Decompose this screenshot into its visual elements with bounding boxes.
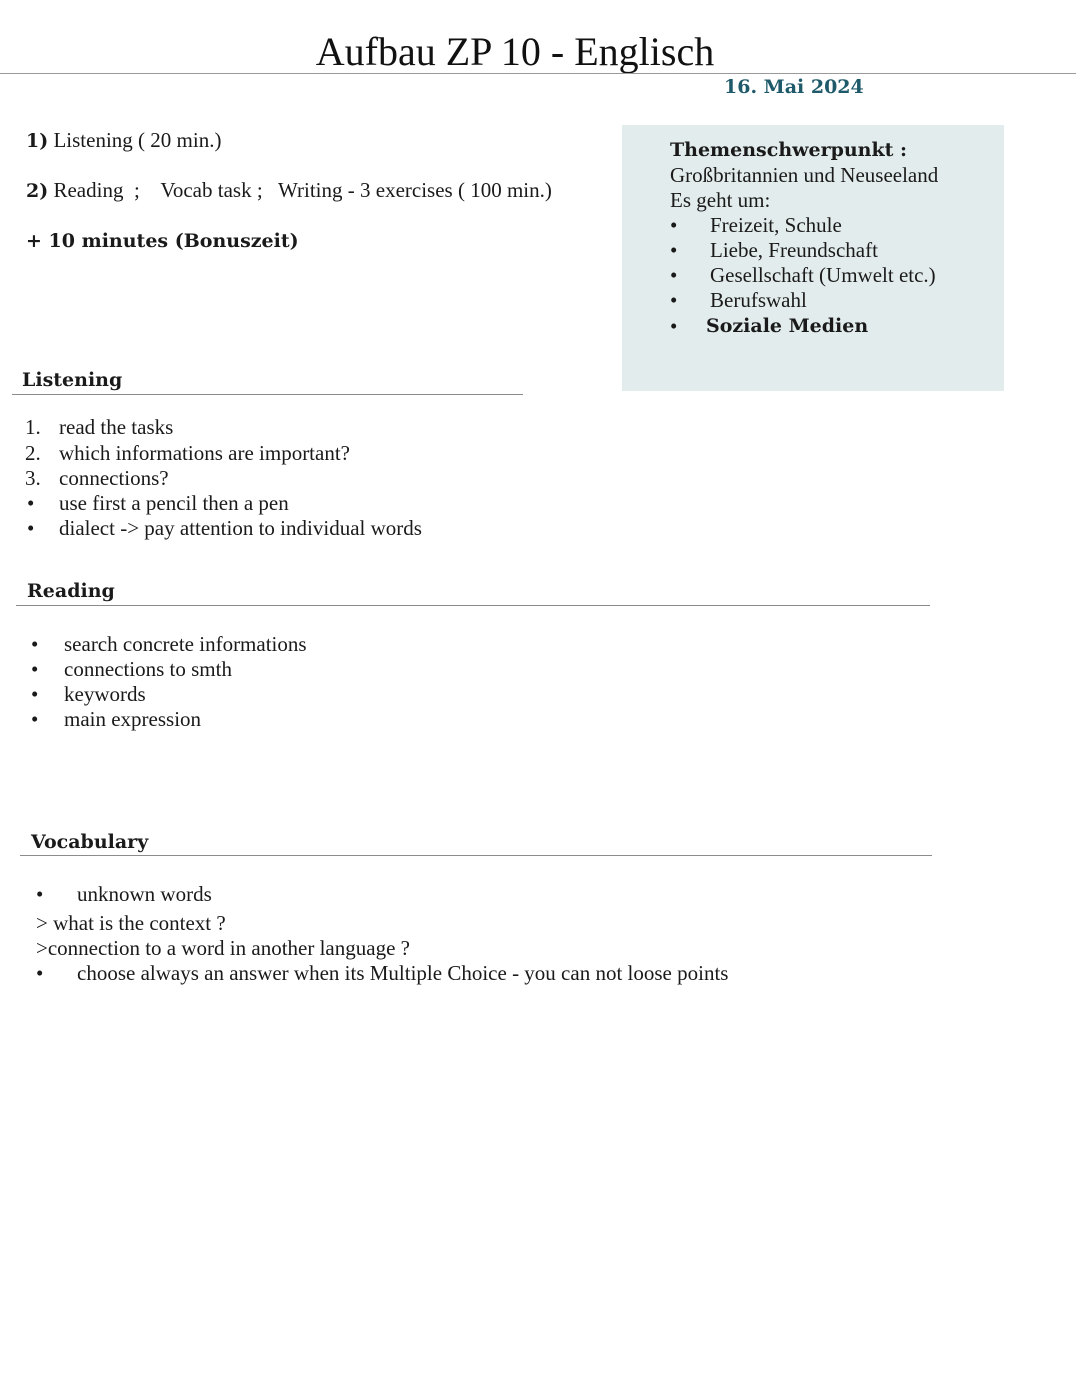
overview-line-reading: [26, 177, 552, 204]
vocab-hint-context: > what is the context ?: [36, 911, 226, 935]
topic-item: Soziale Medien: [706, 315, 869, 337]
list-item: search concrete informations: [64, 632, 307, 656]
list-marker: •: [27, 516, 35, 540]
bullet: •: [670, 263, 678, 287]
topic-item: Gesellschaft (Umwelt etc.): [710, 263, 936, 287]
bullet: •: [31, 682, 39, 706]
list-item: which informations are important?: [59, 441, 350, 465]
section-divider: [20, 855, 932, 856]
bullet: •: [670, 288, 678, 312]
bullet: •: [670, 238, 678, 262]
list-item: unknown words: [77, 882, 212, 906]
list-marker: 1.: [25, 415, 41, 439]
bullet: •: [36, 961, 44, 985]
page-title: Aufbau ZP 10 - Englisch: [315, 29, 715, 74]
section-divider: [12, 394, 523, 395]
list-item: use first a pencil then a pen: [59, 491, 289, 515]
bullet: •: [31, 632, 39, 656]
overview-number: 1): [26, 130, 49, 152]
bullet: •: [670, 314, 678, 338]
section-divider: [16, 605, 930, 606]
overview-bonus-time: + 10 minutes (Bonuszeit): [26, 230, 299, 252]
topic-item: Freizeit, Schule: [710, 213, 842, 237]
list-marker: •: [27, 491, 35, 515]
list-marker: 3.: [25, 466, 41, 490]
overview-line-listening: [26, 127, 221, 154]
topic-item: Berufswahl: [710, 288, 807, 312]
list-item: keywords: [64, 682, 146, 706]
section-heading-vocabulary: Vocabulary: [31, 831, 149, 853]
bullet: •: [670, 213, 678, 237]
section-heading-listening: Listening: [22, 369, 123, 391]
overview-text: Listening ( 20 min.): [48, 128, 222, 152]
list-marker: 2.: [25, 441, 41, 465]
topic-intro: Es geht um:: [670, 188, 771, 212]
list-item: choose always an answer when its Multiple Choice - you can not loose points: [77, 961, 729, 985]
title-divider: [0, 73, 1076, 74]
list-item: dialect -> pay attention to individual words: [59, 516, 422, 540]
topic-countries: Großbritannien und Neuseeland: [670, 163, 939, 187]
list-item: connections to smth: [64, 657, 232, 681]
bullet: •: [36, 882, 44, 906]
list-item: read the tasks: [59, 415, 174, 439]
list-item: main expression: [64, 707, 202, 731]
topic-item: Liebe, Freundschaft: [710, 238, 878, 262]
topic-heading: Themenschwerpunkt :: [670, 139, 908, 161]
bullet: •: [31, 707, 39, 731]
vocab-hint-language: >connection to a word in another language ?: [36, 936, 410, 960]
bullet: •: [31, 657, 39, 681]
list-item: connections?: [59, 466, 169, 490]
section-heading-reading: Reading: [27, 580, 115, 602]
exam-date: 16. Mai 2024: [724, 76, 864, 98]
overview-number: 2): [26, 180, 49, 202]
overview-text: Reading ; Vocab task ; Writing - 3 exercises ( 100 min.): [48, 178, 552, 202]
